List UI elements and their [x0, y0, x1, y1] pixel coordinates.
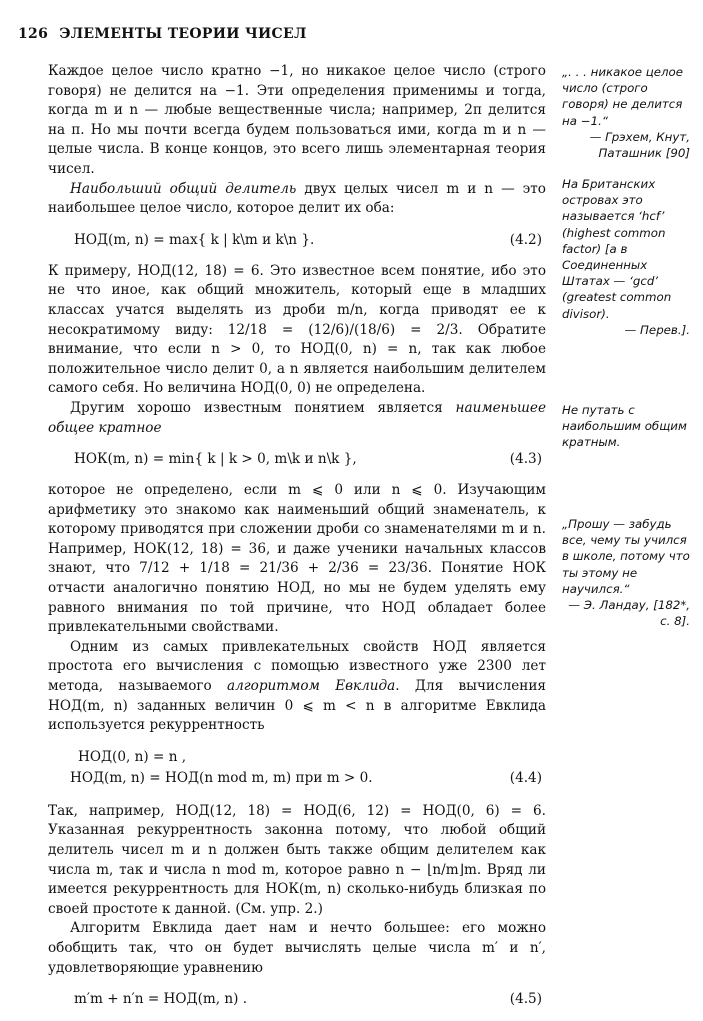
paragraph-euclid [48, 638, 546, 736]
margin-note-text: Не путать с наибольшим общим кратным. [562, 403, 687, 450]
margin-note-text: „. . . никакое целое число (строго говоря) не делится на −1.“ [562, 65, 683, 128]
margin-note-attribution: — Э. Ландау, [182*, с. 8]. [568, 598, 690, 629]
chapter-title: ЭЛЕМЕНТЫ ТЕОРИИ ЧИСЕЛ [59, 26, 307, 42]
equation-formula: НОК(m, n) = min{ k | k > 0, m\k и n\k }, [74, 451, 357, 468]
paragraph-gcd-rest: двух целых чисел m и n — это наибольшее целое число, которое делит их оба: [48, 180, 546, 217]
paragraph-3: К примеру, НОД(12, 18) = 6. Это известное всем понятие, ибо это не что иное, как общий множитель, который еще в младших классах учатся выделять из дроби m/n, когда приводят ее к несократимому виду: 12/18 = (12/6)/(18/6) = 2/3. Обратите внимание, что если n > 0, то НОД(0, n) = n, так как любое положительное число делит 0, а n является наибольшим делителем самого себя. Но величина НОД(0, 0) не определена. [48, 262, 546, 397]
equation-4-2 [48, 231, 546, 250]
equation-4-4 [48, 748, 546, 790]
margin-note-text: „Прошу — забудь все, чему ты учился в школе, потому что ты этому не научился.“ [562, 517, 690, 596]
term-euclid-algorithm: алгоритмом Евклида [227, 678, 396, 695]
paragraph-euclid-post: . Для вычисления НОД(m, n) заданных величин 0 ⩽ m < n в алгоритме Евклида используется рекуррентность [48, 678, 546, 734]
margin-note-attribution: — Грэхем, Кнут, Паташник [90] [589, 129, 690, 161]
equation-number: (4.4) [509, 769, 542, 786]
equation-4-3 [48, 450, 546, 469]
main-text-column [48, 62, 546, 1021]
equation-line-2: НОД(m, n) = НОД(n mod m, m) при m > 0. [70, 769, 373, 786]
paragraph-8: Алгоритм Евклида дает нам и нечто большее: его можно обобщить так, что он будет вычислять целые числа m′ и n′, удовлетворяющие уравнению [48, 920, 546, 976]
page-number: 126 [18, 26, 49, 42]
equation-number: (4.5) [509, 991, 542, 1008]
paragraph-7: Так, например, НОД(12, 18) = НОД(6, 12) = НОД(0, 6) = 6. Указанная рекуррентность законна потому, что любой общий делитель чисел m и n должен быть также общим делителем как числа m, так и числа n mod m, которое равно n − ⌊n/m⌋m. Вряд ли имеется рекуррентность для НОК(m, n) сколько-нибудь близкая по своей простоте к данной. (См. упр. 2.) [48, 802, 546, 917]
margin-note-attribution: — Перев.]. [624, 322, 690, 337]
margin-note-text: На Британских островах это называется ‘hcf’ (highest common factor) [а в Соединенных Штатах — ‘gcd’ (greatest common divisor). [562, 177, 672, 321]
page-header [18, 26, 307, 42]
margin-note-quote-1 [562, 64, 690, 161]
margin-note-lcm [562, 402, 690, 451]
paragraph-lcm-intro [48, 399, 546, 438]
paragraph-lcm-pre: Другим хорошо известным понятием является [70, 399, 456, 416]
paragraph-1: Каждое целое число кратно −1, но никакое целое число (строго говоря) не делится на −1. Эти определения применимы и тогда, когда m и n — любые вещественные числа; например, 2π делится на π. Но мы почти всегда будем пользоваться ими, когда m и n — целые числа. В конце концов, это всего лишь элементарная теория чисел. [48, 63, 546, 177]
paragraph-5: которое не определено, если m ⩽ 0 или n ⩽ 0. Изучающим арифметику это знакомо как наименьший общий знаменатель, к которому приводятся при сложении дроби со знаменателями m и n. Например, НОК(12, 18) = 36, и даже ученики начальных классов знают, что 7/12 + 1/18 = 21/36 + 2/36 = 23/36. Понятие НОК отчасти аналогично понятию НОД, но мы не будем уделять ему равного внимания по той причине, что НОД обладает более привлекательными свойствами. [48, 482, 546, 636]
equation-formula: НОД(m, n) = max{ k | k\m и k\n }. [74, 231, 315, 248]
margin-note-quote-landau [562, 516, 690, 629]
paragraph-gcd-definition [48, 180, 546, 219]
equation-number: (4.3) [509, 451, 542, 468]
equation-line-1: НОД(0, n) = n , [78, 748, 187, 765]
margin-note-translator [562, 176, 690, 338]
term-lcm: наименьшее общее кратное [48, 399, 546, 436]
equation-formula: m′m + n′n = НОД(m, n) . [74, 991, 248, 1008]
term-gcd: Наибольший общий делитель [70, 180, 297, 197]
equation-number: (4.2) [509, 231, 542, 248]
paragraph-euclid-pre: Одним из самых привлекательных свойств НОД является простота его вычисления с помощью известного уже 2300 лет метода, называемого [48, 638, 546, 695]
